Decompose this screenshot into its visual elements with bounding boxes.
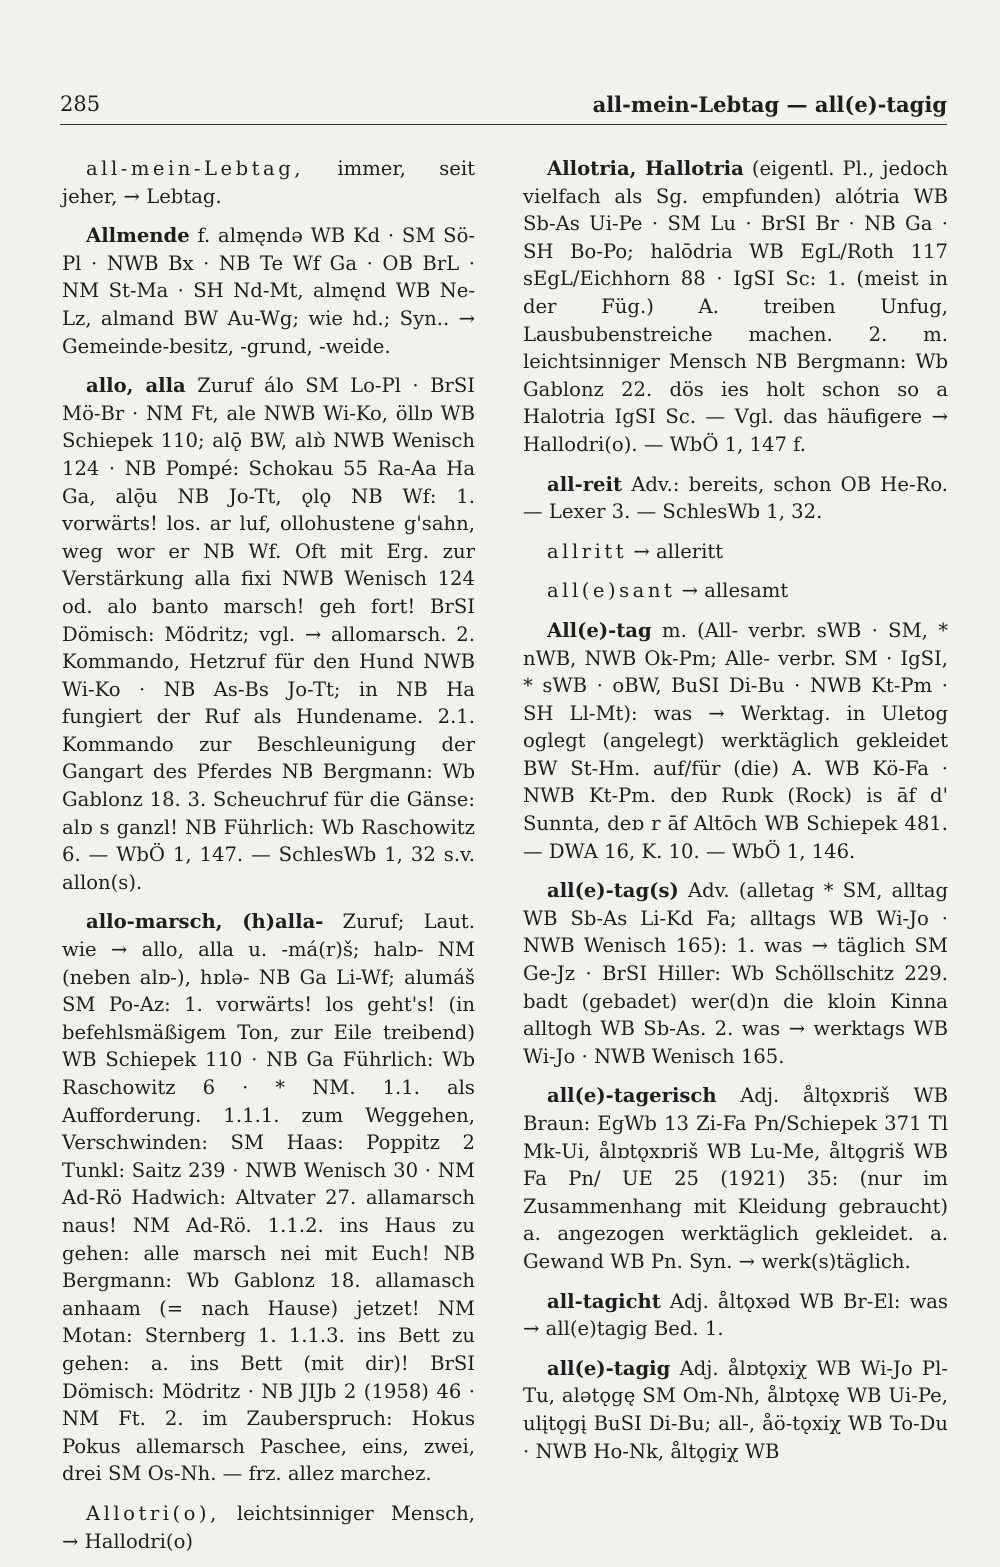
dictionary-entry xyxy=(523,1082,948,1275)
dictionary-entry xyxy=(523,877,948,1070)
entry-text: f. almęndə WB Kd · SM Sö-Pl · NWB Bx · NB Te Wf Ga · OB BrL · NM St-Ma · SH Nd-Mt, almęnd WB Ne-Lz, almand BW Au-Wg; wie hd.; Syn.. → Gemeinde-besitz, -grund, -weide. xyxy=(62,224,475,358)
dictionary-entry xyxy=(62,372,475,896)
dictionary-entry xyxy=(523,471,948,526)
entry-text: Adj. åltǫxɒriš WB Braun: EgWb 13 Zi-Fa Pn/Schiepek 371 Tl Mk-Ui, ålɒtǫxɒriš WB Lu-Me, åltǫgriš WB Fa Pn/ UE 25 (1921) 35: (nur im Zusammenhang mit Kleidung gebraucht) a. angezogen werktäglich gekleidet. a. Gewand WB Pn. Syn. → werk(s)täglich. xyxy=(523,1084,948,1273)
entry-text: Adv.: bereits, schon OB He-Ro. — Lexer 3. — SchlesWb 1, 32. xyxy=(523,472,949,524)
dictionary-entry xyxy=(523,1355,948,1465)
page-number: 285 xyxy=(60,92,101,116)
entry-headword: all(e)-tag(s) xyxy=(547,879,679,903)
page-header xyxy=(60,92,947,125)
entry-headword: allo-marsch, (h)alla- xyxy=(86,910,324,934)
entry-headword: allritt xyxy=(547,539,628,563)
dictionary-entry xyxy=(62,155,475,210)
entry-headword: all-tagicht xyxy=(547,1289,661,1313)
entry-headword: Allmende xyxy=(86,224,190,248)
dictionary-entry xyxy=(62,908,475,1487)
dictionary-entry xyxy=(523,155,948,459)
dictionary-entry xyxy=(523,577,948,605)
left-column xyxy=(62,155,475,1567)
dictionary-entry xyxy=(62,222,475,360)
dictionary-entry xyxy=(523,538,948,566)
entry-headword: allo, alla xyxy=(86,374,186,398)
entry-text: → alleritt xyxy=(633,539,724,563)
entry-headword: all(e)-tagig xyxy=(547,1356,671,1380)
entry-text: m. (All- verbr. sWB · SM, * nWB, NWB Ok-Pm; Alle- verbr. SM · IgSI, * sWB · oBW, BuSI Di-Bu · NWB Kt-Pm · SH Ll-Mt): was → Werktag. in Uletog oglegt (angelegt) werktäglich gekleidet BW St-Hm. auf/für (die) A. WB Kö-Fa · NWB Kt-Pm. deɒ Ruɒk (Rock) is āf d' Sunnta, deɒ r āf Altōch WB Schiepek 481. — DWA 16, K. 10. — WbÖ 1, 146. xyxy=(523,618,948,863)
entry-text: immer, seit jeher, → Lebtag. xyxy=(62,157,475,208)
entry-headword: all-mein-Lebtag, xyxy=(86,157,304,180)
entry-headword: all-reit xyxy=(547,472,622,496)
entry-text: Adv. (alletag * SM, alltag WB Sb-As Li-Kd Fa; alltags WB Wi-Jo · NWB Wenisch 165): 1. was → täglich SM Ge-Jz · BrSI Hiller: Wb Schöllschitz 229. badt (gebadet) wer(d)n die kloin Kinna alltogh WB Sb-As. 2. was → werktags WB Wi-Jo · NWB Wenisch 165. xyxy=(523,879,948,1068)
entry-headword: All(e)-tag xyxy=(547,618,652,642)
entry-text: Zuruf álo SM Lo-Pl · BrSI Mö-Br · NM Ft, ale NWB Wi-Ko, öllɒ WB Schiepek 110; alǭ BW, alɒ̀ NWB Wenisch 124 · NB Pompé: Schokau 55 Ra-Aa Ha Ga, alǭu NB Jo-Tt, ǫlǫ NB Wf: 1. vorwärts! los. ar luf, ollohustene g'sahn, weg wor er NB Wf. Oft mit Erg. zur Verstärkung alla fixi NWB Wenisch 124 od. alo banto marsch! geh fort! BrSI Dömisch: Mödritz; vgl. → allomarsch. 2. Kommando, Hetzruf für den Hund NWB Wi-Ko · NB As-Bs Jo-Tt; in NB Ha fungiert der Ruf als Hundename. 2.1. Kommando zur Beschleunigung der Gangart des Pferdes NB Bergmann: Wb Gablonz 18. 3. Scheuchruf für die Gänse: alɒ s ganzl! NB Führlich: Wb Raschowitz 6. — WbÖ 1, 147. — SchlesWb 1, 32 s.v. allon(s). xyxy=(62,374,475,894)
dictionary-entry xyxy=(523,617,948,865)
running-head: all-mein-Lebtag — all(e)-tagig xyxy=(592,92,947,117)
entry-text: Adj. åltǫxəd WB Br-El: was → all(e)tagig Bed. 1. xyxy=(523,1289,948,1341)
entry-text: (eigentl. Pl., jedoch vielfach als Sg. empfunden) alótria WB Sb-As Ui-Pe · SM Lu · BrSI Br · NB Ga · SH Bo-Po; halōdria WB EgL/Roth 117 sEgL/Eichhorn 88 · IgSI Sc: 1. (meist in der Füg.) A. treiben Unfug, Lausbubenstreiche machen. 2. m. leichtsinniger Mensch NB Bergmann: Wb Gablonz 22. dös ies holt schon so a Halotria IgSI Sc. — Vgl. das häufigere → Hallodri(o). — WbÖ 1, 147 f. xyxy=(523,157,948,456)
dictionary-entry xyxy=(62,1500,475,1555)
entry-headword: all(e)sant xyxy=(547,579,676,603)
right-column xyxy=(523,155,948,1477)
entry-text: leichtsinniger Mensch, → Hallodri(o) xyxy=(62,1501,476,1553)
entry-text: → allesamt xyxy=(681,579,789,603)
entry-headword: all(e)-tagerisch xyxy=(547,1084,717,1108)
entry-headword: Allotria, Hallotria xyxy=(547,157,744,180)
entry-text: Zuruf; Laut. wie → allo, alla u. -má(r)š; halɒ- NM (neben alɒ-), hɒlə- NB Ga Li-Wf; alumáš SM Po-Az: 1. vorwärts! los geht's! (in befehlsmäßigem Ton, zur Eile treibend) WB Schiepek 110 · NB Ga Führlich: Wb Raschowitz 6 · * NM. 1.1. als Aufforderung. 1.1.1. zum Weggehen, Verschwinden: SM Haas: Poppitz 2 Tunkl: Saitz 239 · NWB Wenisch 30 · NM Ad-Rö Hadwich: Altvater 27. allamarsch naus! NM Ad-Rö. 1.1.2. ins Haus zu gehen: alle marsch nei mit Euch! NB Bergmann: Wb Gablonz 18. allamasch anhaam (= nach Hause) jetzet! NM Motan: Sternberg 1. 1.1.3. ins Bett zu gehen: a. ins Bett (mit dir)! BrSI Dömisch: Mödritz · NB JIJb 2 (1958) 46 · NM Ft. 2. im Zauberspruch: Hokus Pokus allemarsch Paschee, eins, zwei, drei SM Os-Nh. — frz. allez marchez. xyxy=(62,910,475,1486)
dictionary-entry xyxy=(523,1288,948,1343)
entry-headword: Allotri(o), xyxy=(86,1501,220,1525)
entry-text: Adj. ålɒtǫxiχ WB Wi-Jo Pl-Tu, alətǫgę SM Om-Nh, ålɒtǫxę WB Ui-Pe, ulįtǫgį BuSI Di-Bu; all-, åö-tǫxiχ WB To-Du · NWB Ho-Nk, åltǫgiχ WB xyxy=(523,1356,948,1463)
